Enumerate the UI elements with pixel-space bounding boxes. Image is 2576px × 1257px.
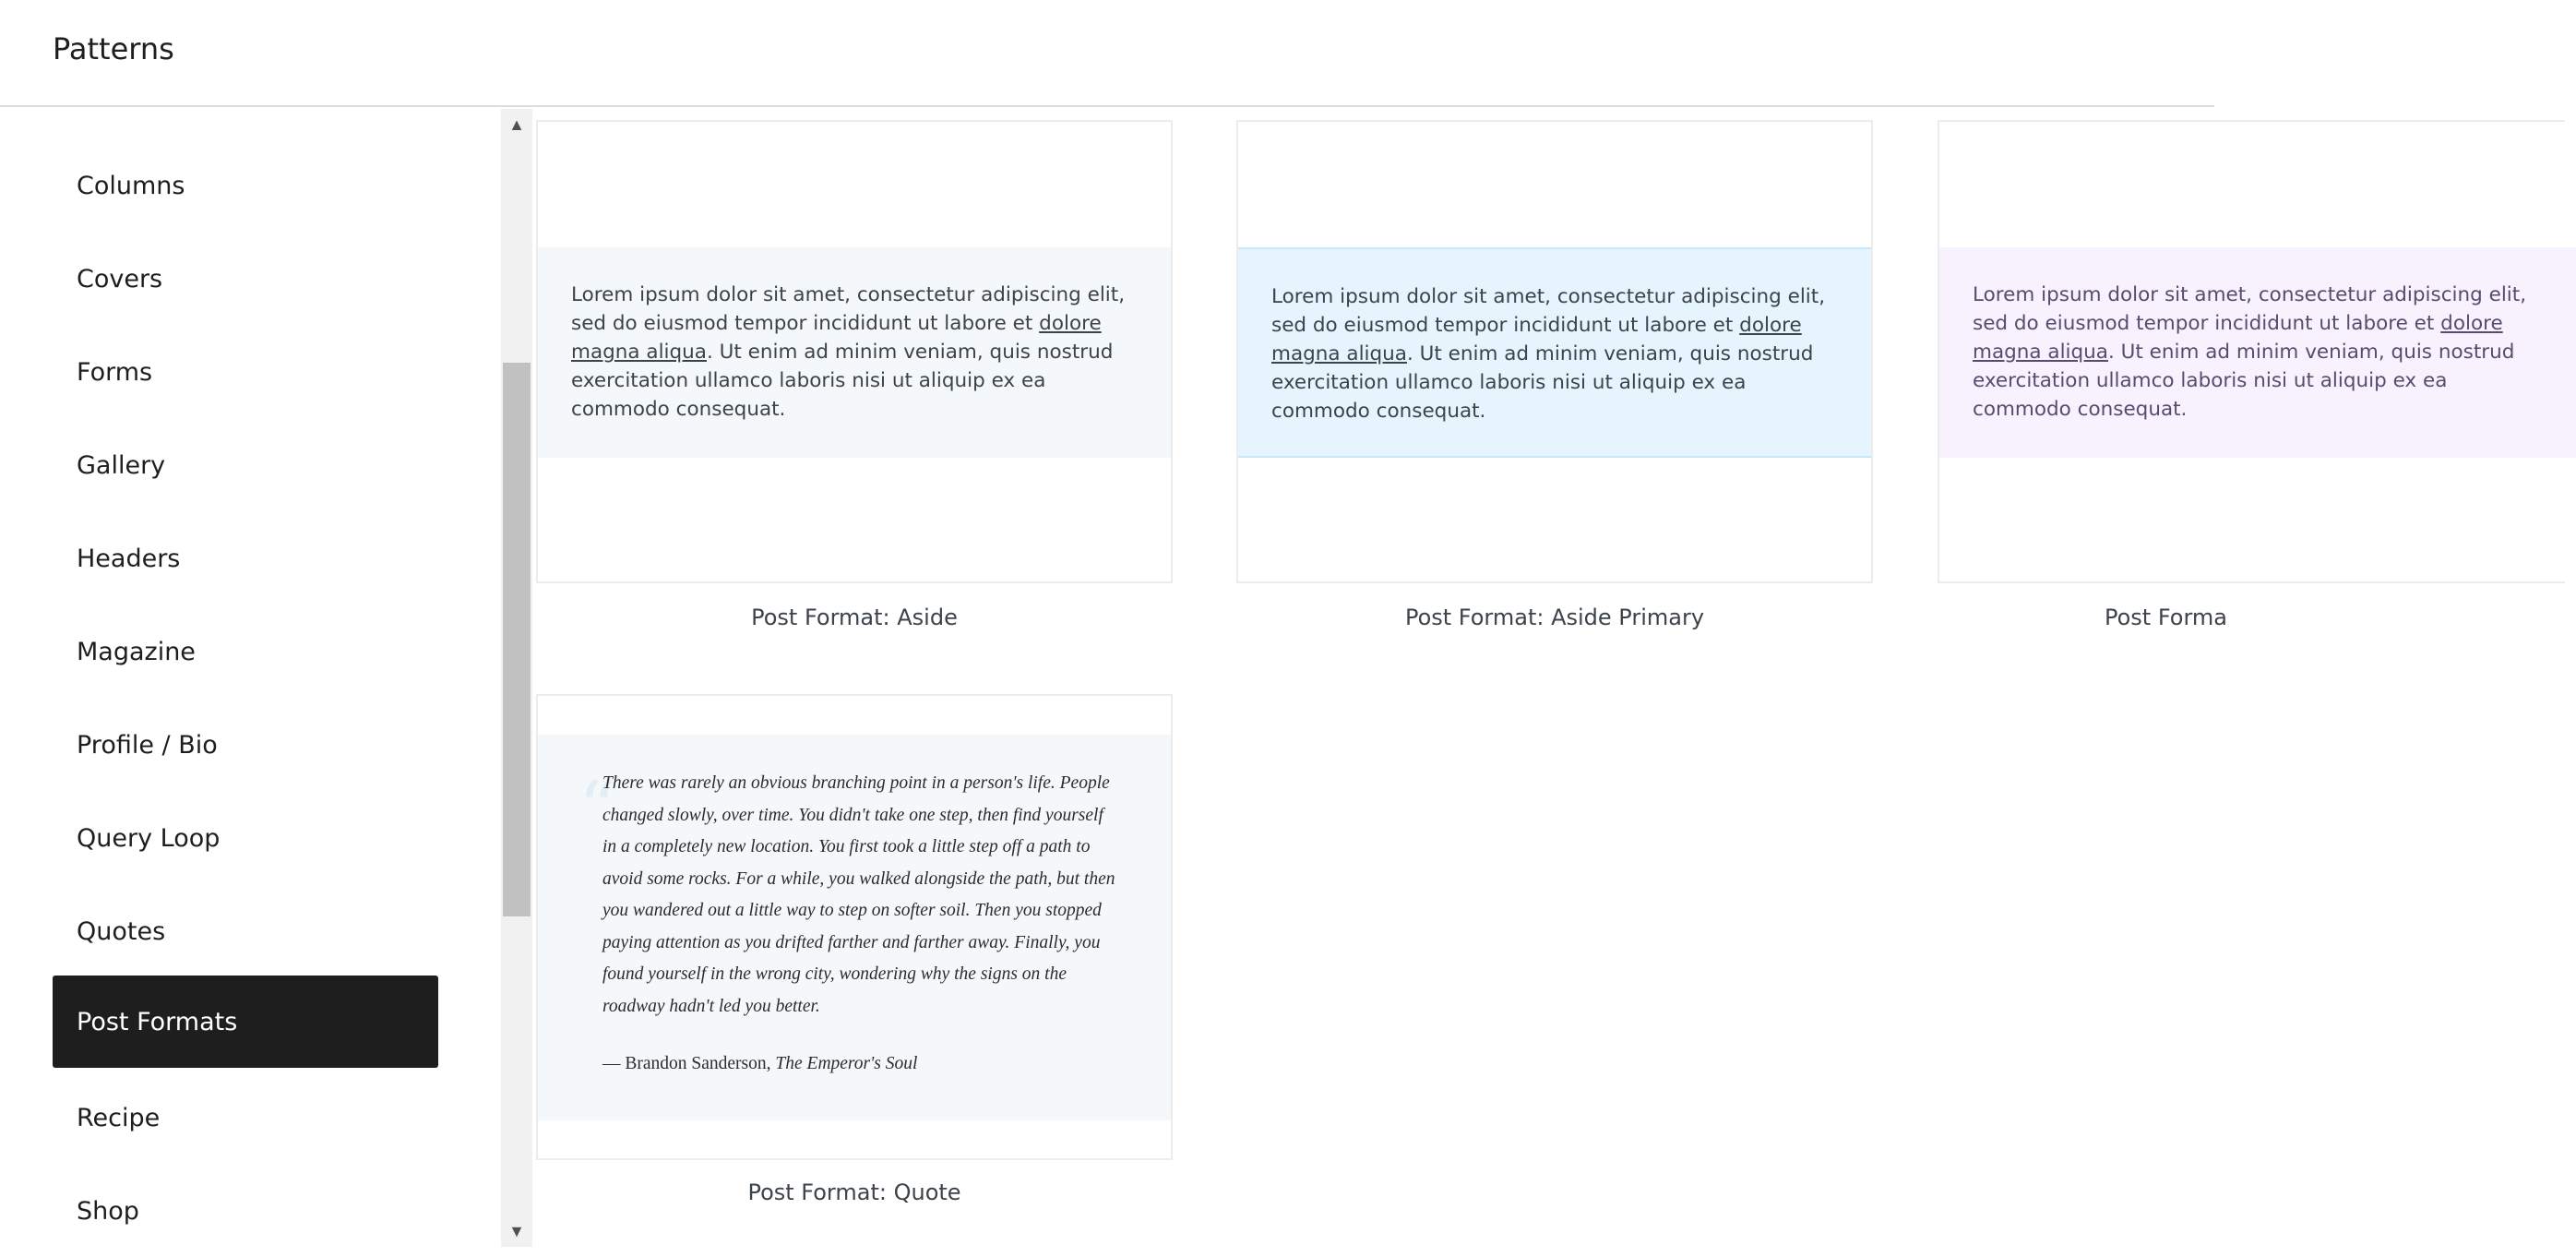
scroll-down-arrow-icon[interactable]: ▼: [508, 1221, 525, 1240]
aside-text-end: . Ut enim ad minim veniam, quis nostrud exercitation ullamco laboris nisi ut aliquip ex ea commodo consequat.: [571, 341, 1114, 421]
aside-block: [538, 247, 1171, 458]
aside-primary-link: dolore magna aliqua: [1271, 314, 1802, 365]
sidebar-item-query-loop[interactable]: Query Loop: [77, 823, 221, 853]
pattern-label-aside-primary: Post Format: Aside Primary: [1404, 605, 1705, 630]
scrollbar-thumb[interactable]: [503, 363, 531, 916]
aside-primary-text: Lorem ipsum dolor sit amet, consectetur adipiscing elit, sed do eiusmod tempor incididunt ut labore et: [1271, 285, 1826, 337]
sidebar-item-columns[interactable]: Columns: [77, 171, 185, 200]
page-title: Patterns: [53, 31, 174, 66]
pattern-label-aside: Post Format: Aside: [751, 605, 958, 630]
scroll-up-arrow-icon[interactable]: ▲: [508, 114, 525, 134]
sidebar-item-post-formats[interactable]: Post Formats: [53, 976, 438, 1068]
quote-text: There was rarely an obvious branching point in a person's life. People changed slowly, over time. You didn't take one step, then find yourself in a completely new location. You first took a little step off a path to avoid some rocks. For a while, you walked alongside the path, but then you wandered out a little way to step on softer soil. Then you stopped paying attention as you drifted farther and farther away. Finally, you found yourself in the wrong city, wondering why the signs on the roadway hadn't led you better.: [602, 773, 1115, 1016]
quote-citation-author: — Brandon Sanderson,: [602, 1054, 776, 1073]
aside-purple-text-end: . Ut enim ad minim veniam, quis nostrud exercitation ullamco laboris nisi ut aliquip ex ea commodo consequat.: [1973, 341, 2515, 421]
pattern-preview-aside-partial[interactable]: [1938, 120, 2565, 583]
pattern-preview-aside-primary[interactable]: [1236, 120, 1873, 583]
sidebar-item-gallery[interactable]: Gallery: [77, 450, 166, 480]
aside-text: Lorem ipsum dolor sit amet, consectetur adipiscing elit, sed do eiusmod tempor incididunt ut labore et: [571, 283, 1126, 335]
quote-citation-title: The Emperor's Soul: [775, 1054, 918, 1073]
category-sidebar: [0, 109, 501, 1247]
sidebar-item-headers[interactable]: Headers: [77, 544, 181, 573]
sidebar-item-forms[interactable]: Forms: [77, 357, 153, 387]
sidebar-item-recipe[interactable]: Recipe: [77, 1103, 161, 1132]
quote-block: [538, 735, 1171, 1120]
pattern-preview-aside[interactable]: [536, 120, 1173, 583]
aside-purple-text: Lorem ipsum dolor sit amet, consectetur adipiscing elit, sed do eiusmod tempor incididunt ut labore et: [1973, 283, 2527, 335]
sidebar-item-magazine[interactable]: Magazine: [77, 637, 196, 666]
sidebar-item-covers[interactable]: Covers: [77, 264, 163, 293]
pattern-preview-quote[interactable]: [536, 694, 1173, 1160]
quote-citation: [602, 1054, 1115, 1074]
pattern-label-aside-partial: Post Forma: [2105, 605, 2228, 630]
sidebar-item-quotes[interactable]: Quotes: [77, 916, 166, 946]
sidebar-item-shop[interactable]: Shop: [77, 1196, 139, 1226]
aside-purple-block: [1939, 247, 2576, 458]
sidebar-scrollbar[interactable]: [501, 109, 532, 1247]
quote-mark-icon: “: [578, 765, 616, 851]
aside-primary-text-end: . Ut enim ad minim veniam, quis nostrud exercitation ullamco laboris nisi ut aliquip ex ea commodo consequat.: [1271, 342, 1814, 423]
pattern-label-quote: Post Format: Quote: [747, 1179, 961, 1205]
sidebar-item-profile-bio[interactable]: Profile / Bio: [77, 730, 218, 760]
aside-primary-block: [1238, 247, 1871, 458]
aside-purple-link: dolore magna aliqua: [1973, 312, 2503, 364]
aside-link: dolore magna aliqua: [571, 312, 1102, 364]
top-bar: [0, 0, 2214, 107]
